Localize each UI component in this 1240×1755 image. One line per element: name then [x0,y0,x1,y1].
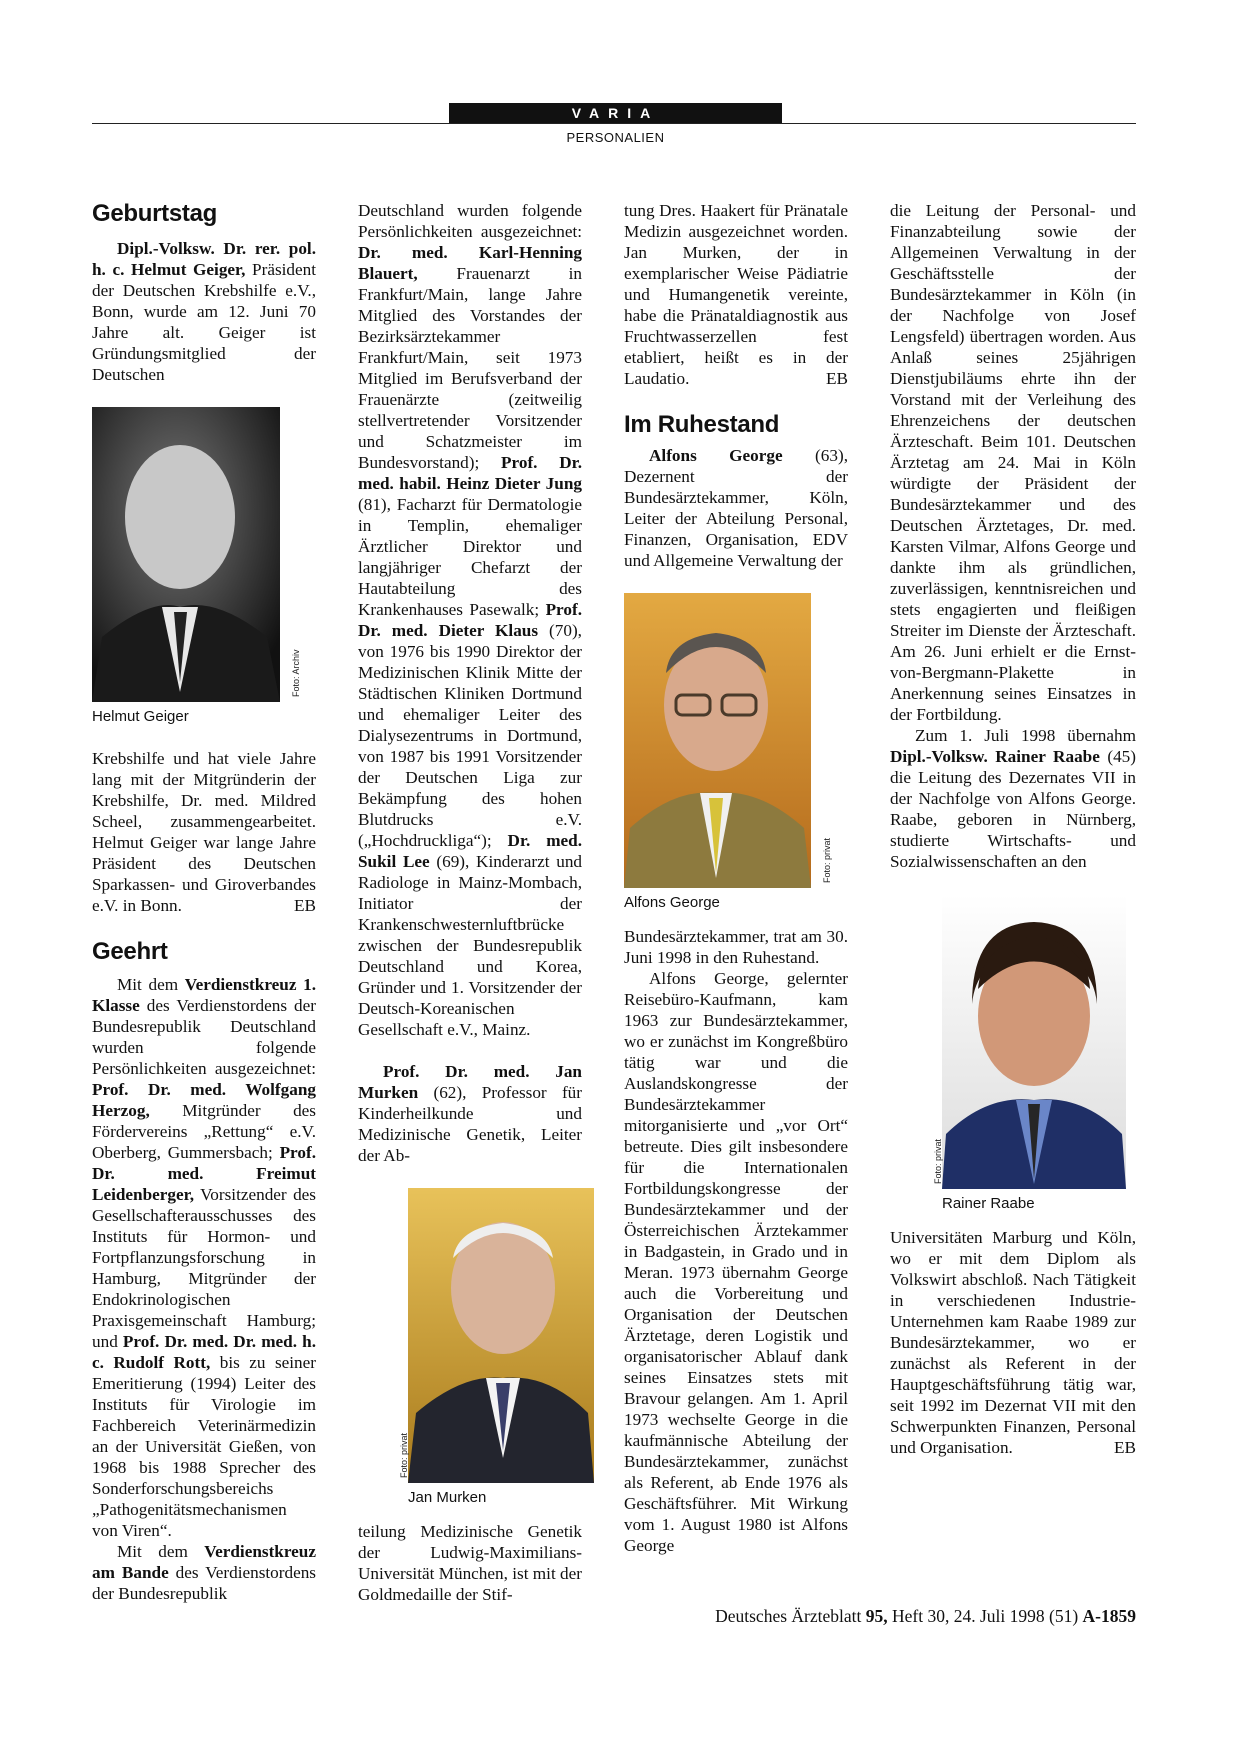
header-rule [92,123,1136,124]
paragraph: Deutschland wurden folgende Persönlichkeiten ausgezeichnet: Dr. med. Karl-Henning Blauert, Frauenarzt in Frankfurt/Main, lange Jahre Mitglied des Vorstandes der Bezirksärztekammer Frankfurt/Main, seit 1973 Mitglied im Berufsverband der Frauenärzte (zeitweilig stellvertretender Vorsitzender und Schatzmeister im Bundesvorstand); Prof. Dr. med. habil. Heinz Dieter Jung (81), Facharzt für Dermatologie in Templin, ehemaliger Ärztlicher Direktor und langjähriger Chefarzt der Hautabteilung des Krankenhauses Pasewalk; Prof. Dr. med. Dieter Klaus (70), von 1976 bis 1990 Direktor der Medizinischen Klinik Mitte der Städtischen Kliniken Dortmund und ehemaliger Leiter des Dialysezentrums in Dortmund, von 1987 bis 1991 Vorsitzender der Deutschen Liga zur Bekämpfung des hohen Blutdrucks e.V. („Hochdruckliga“); Dr. med. Sukil Lee (69), Kinderarzt und Radiologe in Mainz-Mombach, Initiator der Krankenschwesternluftbrücke zwischen der Bundesrepublik Deutschland und Korea, Gründer und 1. Vorsitzender der Deutsch-Koreanischen Gesellschaft e.V., Mainz. [358,201,583,1039]
photo-credit: Foto: Archiv [291,649,301,697]
paragraph: Alfons George (63), Dezernent der Bundesärztekammer, Köln, Leiter der Abteilung Personal, Finanzen, Organisation, EDV und Allgemeine Verwaltung der [624,446,848,570]
photo-caption: Alfons George [624,894,720,911]
photo-caption: Jan Murken [408,1489,487,1506]
paragraph: Zum 1. Juli 1998 übernahm Dipl.-Volksw. Rainer Raabe (45) die Leitung des Dezernates VII in der Nachfolge von Alfons George. Raabe, geboren in Nürnberg, studierte Wirtschafts- und Sozialwissenschaften an den [890,726,1137,871]
heading-geburtstag: Geburtstag [92,200,218,227]
signature: EB [826,369,848,388]
paragraph: Prof. Dr. med. Jan Murken (62), Professor für Kinderheilkunde und Medizinische Genetik, Leiter der Ab- [358,1062,582,1165]
signature: EB [1114,1438,1136,1457]
section-label: VARIA [449,103,782,123]
photo-credit: Foto: privat [399,1432,409,1478]
paragraph: die Leitung der Personal- und Finanzabteilung sowie der Allgemeinen Verwaltung in der Geschäftsstelle der Bundesärztekammer in Köln (in der Nachfolge von Josef Lengsfeld) übertragen worden. Aus Anlaß seines 25jährigen Dienstjubiläums ehrte ihn der Vorstand mit der Verleihung des Ehrenzeichens der deutschen Ärzteschaft. Beim 101. Deutschen Ärztetag am 24. Mai in Köln würdigte der Präsident der Bundesärztekammer und des Deutschen Ärztetages, Dr. med. Karsten Vilmar, Alfons George und dankte ihm als gründlichen, zuverlässigen, kenntnisreichen und stets engagierten und fleißigen Streiter im Dienste der Ärzteschaft. Am 26. Juni erhielt er die Ernst-von-Bergmann-Plakette in Anerkennung seines Einsatzes in der Fortbildung. [890,201,1136,724]
portrait-image [92,407,280,702]
photo-credit: Foto: privat [822,837,832,883]
portrait-image [408,1188,594,1483]
column-3 [624,200,848,1556]
heading-im-ruhestand: Im Ruhestand [624,411,780,438]
portrait-image [942,894,1126,1189]
paragraph: Dipl.-Volksw. Dr. rer. pol. h. c. Helmut Geiger, Präsident der Deutschen Krebshilfe e.V., Bonn, wurde am 12. Juni 70 Jahre alt. Geiger ist Gründungsmitglied der Deutschen [92,239,317,384]
paragraph: Krebshilfe und hat viele Jahre lang mit der Mitgründerin der Krebshilfe, Dr. med. Mildred Scheel, zusammengearbeitet. Helmut Geiger war lange Jahre Präsident des Deutschen Sparkassen- und Giroverbandes e.V. in Bonn. EB [92,749,316,915]
page-number: A-1859 [1082,1606,1136,1626]
column-1 [92,200,316,1604]
photo-rainer-raabe [933,894,1136,1213]
subsection-label: PERSONALIEN [566,130,665,145]
photo-helmut-geiger [92,407,316,726]
photo-jan-murken [399,1188,582,1507]
photo-caption: Rainer Raabe [942,1195,1035,1212]
signature: EB [294,896,316,915]
portrait-image [624,593,811,888]
paragraph: Mit dem Verdienstkreuz am Bande des Verdienstordens der Bundesrepublik [92,1542,316,1603]
paragraph: Mit dem Verdienstkreuz 1. Klasse des Verdienstordens der Bundesrepublik Deutschland wurden folgende Persönlichkeiten ausgezeichnet: Prof. Dr. med. Wolfgang Herzog, Mitgründer des Fördervereins „Rettung“ e.V. Oberberg, Gummersbach; Prof. Dr. med. Freimut Leidenberger, Vorsitzender des Gesellschafterausschusses des Instituts für Hormon- und Fortpflanzungsforschung in Hamburg, Mitgründer der Endokrinologischen Praxisgemeinschaft Hamburg; und Prof. Dr. med. Dr. med. h. c. Rudolf Rott, bis zu seiner Emeritierung (1994) Leiter des Instituts für Virologie im Fachbereich Veterinärmedizin an der Universität Gießen, von 1968 bis 1988 Sprecher des Sonderforschungsbereichs „Pathogenitätsmechanismen von Viren“. [92,975,316,1540]
paragraph: Bundesärztekammer, trat am 30. Juni 1998 in den Ruhestand. [624,927,848,967]
paragraph: teilung Medizinische Genetik der Ludwig-Maximilians-Universität München, ist mit der Goldmedaille der Stif- [358,1522,582,1604]
page-footer: Deutsches Ärzteblatt 95, Heft 30, 24. Juli 1998 (51) A-1859 [715,1606,1136,1626]
photo-caption: Helmut Geiger [92,708,189,725]
column-4 [890,200,1136,1458]
column-2 [358,200,582,1605]
heading-geehrt: Geehrt [92,938,168,965]
photo-alfons-george [624,593,848,912]
paragraph: Universitäten Marburg und Köln, wo er mit dem Diplom als Volkswirt abschloß. Nach Tätigkeit in verschiedenen Industrie-Unternehmen kam Raabe 1989 zur Bundesärztekammer, wo er zunächst als Referent in der Hauptgeschäftsführung tätig war, seit 1992 im Dezernat VII mit den Schwerpunkten Finanzen, Personal und Organisation. EB [890,1228,1136,1457]
paragraph: tung Dres. Haakert für Pränatale Medizin ausgezeichnet worden. Jan Murken, der in exemplarischer Weise Pädiatrie und Humangenetik vereinte, habe die Pränataldiagnostik aus Fruchtwasserzellen fest etabliert, heißt es in der Laudatio. EB [624,201,848,388]
photo-credit: Foto: privat [933,1138,943,1184]
paragraph: Alfons George, gelernter Reisebüro-Kaufmann, kam 1963 zur Bundesärztekammer, wo er zunächst im Kongreßbüro tätig war und die Auslandskongresse der Bundesärztekammer mitorganisierte und „vor Ort“ betreute. Dies gilt insbesondere für die Internationalen Fortbildungskongresse der Bundesärztekammer und der Österreichischen Ärztekammer in Badgastein, in Grado und in Meran. 1973 übernahm George auch die Vorbereitung und Organisation der Deutschen Ärztetage, deren Logistik und organisatorischer Ablauf dank seines Einsatzes stets mit Bravour gelangen. Am 1. April 1973 wechselte George in die kaufmännische Abteilung der Bundesärztekammer, zunächst als Referent, ab Ende 1976 als Geschäftsführer. Mit Wirkung vom 1. August 1980 ist Alfons George [624,969,848,1555]
